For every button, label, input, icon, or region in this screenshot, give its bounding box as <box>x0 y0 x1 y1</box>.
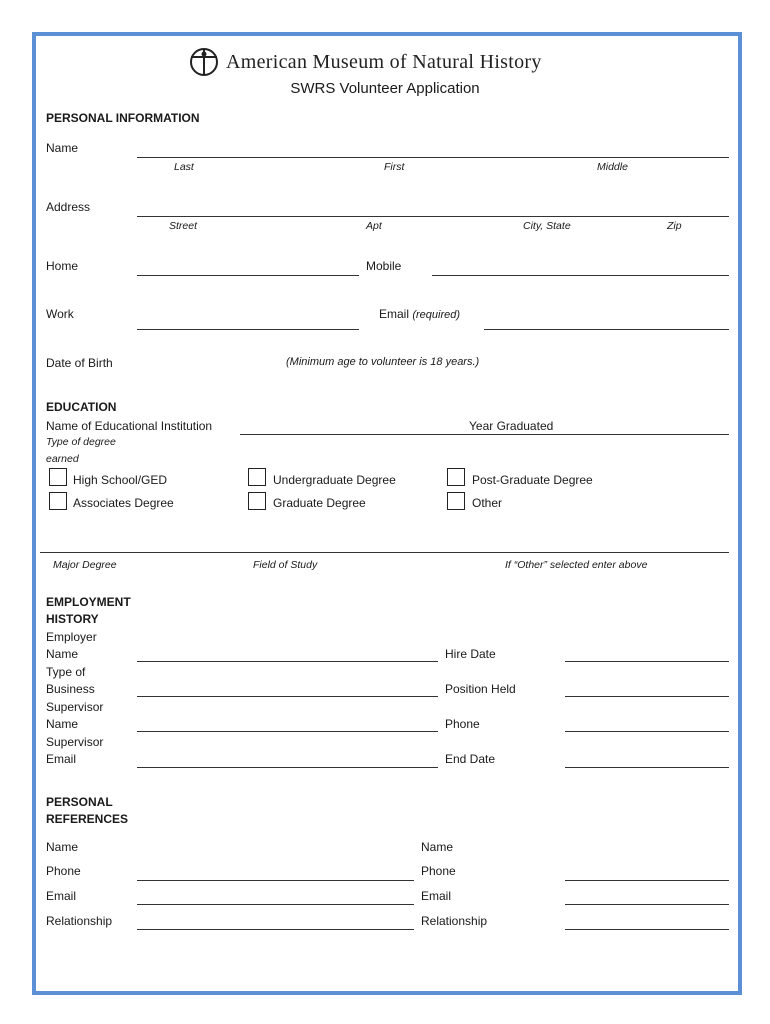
ref1-phone-label: Phone <box>46 864 81 878</box>
position-held-label: Position Held <box>445 682 516 696</box>
supervisor-name-field[interactable] <box>137 731 438 732</box>
references-heading: PERSONAL <box>46 795 113 809</box>
position-held-field[interactable] <box>565 696 729 697</box>
graduate-checkbox[interactable] <box>248 492 266 510</box>
end-date-field[interactable] <box>565 767 729 768</box>
page-border <box>32 32 742 995</box>
ref2-email-field[interactable] <box>565 904 729 905</box>
ref1-email-label: Email <box>46 889 77 903</box>
city-state-caption: City, State <box>523 220 571 232</box>
ref2-name-label: Name <box>421 840 454 854</box>
ref1-name-label: Name <box>46 840 79 854</box>
ref1-relationship-field[interactable] <box>137 929 414 930</box>
ref2-phone-label: Phone <box>421 864 456 878</box>
ref2-email-label: Email <box>421 889 452 903</box>
associates-checkbox[interactable] <box>49 492 67 510</box>
other-caption: If “Other” selected enter above <box>505 559 648 571</box>
last-name-caption: Last <box>174 161 194 173</box>
ref1-relationship-label: Relationship <box>46 914 113 928</box>
personal-info-heading: PERSONAL INFORMATION <box>46 111 200 125</box>
high-school-checkbox[interactable] <box>49 468 67 486</box>
email-field[interactable] <box>484 329 729 330</box>
ref2-relationship-field[interactable] <box>565 929 729 930</box>
employment-heading: EMPLOYMENT <box>46 595 131 609</box>
business-type-label: Type of <box>46 665 86 679</box>
associates-label: Associates Degree <box>73 496 174 510</box>
major-degree-caption: Major Degree <box>53 559 117 571</box>
address-label: Address <box>46 200 91 214</box>
supervisor-email-field[interactable] <box>137 767 438 768</box>
home-phone-label: Home <box>46 259 79 273</box>
other-label: Other <box>472 496 503 510</box>
ref2-phone-field[interactable] <box>565 880 729 881</box>
other-checkbox[interactable] <box>447 492 465 510</box>
supervisor-name-label: Supervisor <box>46 700 104 714</box>
ref1-email-field[interactable] <box>137 904 414 905</box>
employer-label: Employer <box>46 630 97 644</box>
first-name-caption: First <box>384 161 405 173</box>
institution-field[interactable] <box>240 434 729 435</box>
supervisor-email-label: Supervisor <box>46 735 104 749</box>
mobile-field[interactable] <box>432 275 729 276</box>
employment-phone-label: Phone <box>445 717 480 731</box>
degree-type-label-2: earned <box>46 453 79 465</box>
email-label: Email (required) <box>379 307 461 321</box>
graduate-label: Graduate Degree <box>273 496 366 510</box>
degree-type-label: Type of degree <box>46 436 116 448</box>
education-heading: EDUCATION <box>46 400 117 414</box>
supervisor-name-label-2: Name <box>46 717 79 731</box>
post-graduate-checkbox[interactable] <box>447 468 465 486</box>
business-type-field[interactable] <box>137 696 438 697</box>
work-phone-field[interactable] <box>137 329 359 330</box>
hire-date-field[interactable] <box>565 661 729 662</box>
work-phone-label: Work <box>46 307 74 321</box>
references-heading-2: REFERENCES <box>46 812 129 826</box>
major-field[interactable] <box>40 552 729 553</box>
apt-caption: Apt <box>366 220 382 232</box>
post-graduate-label: Post-Graduate Degree <box>472 473 593 487</box>
high-school-label: High School/GED <box>73 473 168 487</box>
undergraduate-checkbox[interactable] <box>248 468 266 486</box>
end-date-label: End Date <box>445 752 496 766</box>
museum-name: American Museum of Natural History <box>226 50 542 73</box>
name-label: Name <box>46 141 79 155</box>
min-age-note: (Minimum age to volunteer is 18 years.) <box>286 356 480 368</box>
form-title: SWRS Volunteer Application <box>290 80 480 97</box>
name-field[interactable] <box>137 157 729 158</box>
undergraduate-label: Undergraduate Degree <box>273 473 396 487</box>
year-graduated-label: Year Graduated <box>469 419 554 433</box>
museum-logo <box>188 46 542 78</box>
supervisor-email-label-2: Email <box>46 752 77 766</box>
mobile-label: Mobile <box>366 259 402 273</box>
home-phone-field[interactable] <box>137 275 359 276</box>
address-field[interactable] <box>137 216 729 217</box>
employment-phone-field[interactable] <box>565 731 729 732</box>
employer-field[interactable] <box>137 661 438 662</box>
employment-heading-2: HISTORY <box>46 612 99 626</box>
employer-label-2: Name <box>46 647 79 661</box>
dob-label: Date of Birth <box>46 356 113 370</box>
middle-name-caption: Middle <box>597 161 628 173</box>
field-of-study-caption: Field of Study <box>253 559 318 571</box>
ref1-name-phone-field[interactable] <box>137 880 414 881</box>
business-type-label-2: Business <box>46 682 95 696</box>
museum-emblem-icon <box>188 46 220 78</box>
ref2-relationship-label: Relationship <box>421 914 488 928</box>
institution-label: Name of Educational Institution <box>46 419 213 433</box>
zip-caption: Zip <box>667 220 682 232</box>
hire-date-label: Hire Date <box>445 647 496 661</box>
street-caption: Street <box>169 220 198 232</box>
